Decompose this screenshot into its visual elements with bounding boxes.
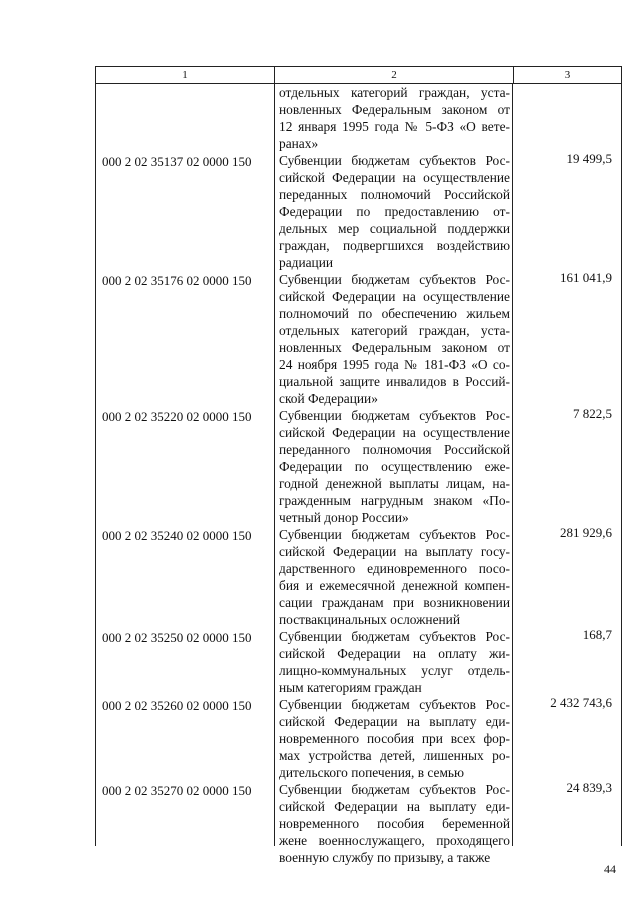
description-line: сийской Федерации на выплату госу-	[279, 544, 510, 559]
description-line: военную службу по призыву, а также	[279, 850, 491, 865]
description-column	[275, 84, 513, 865]
description-line: переданных полномочий Российской	[279, 187, 510, 202]
description-line: сийской Федерации на выплату еди-	[279, 714, 510, 729]
description-line: сийской Федерации на осуществление	[279, 289, 510, 304]
description-line: Субвенции бюджетам субъектов Рос-	[279, 697, 510, 712]
description-line: четный донор России»	[279, 510, 409, 525]
description-line: Субвенции бюджетам субъектов Рос-	[279, 272, 510, 287]
row-description	[279, 407, 510, 526]
description-line: новременного пособия при всех фор-	[279, 731, 510, 746]
description-line: поствакцинальных осложнений	[279, 612, 461, 627]
description-line: сийской Федерации на осуществление	[279, 425, 510, 440]
description-line: мах устройства детей, лишенных ро-	[279, 748, 510, 763]
description-line: гражденным нагрудным знаком «По-	[279, 493, 510, 508]
row-description	[279, 696, 510, 781]
description-line: сийской Федерации на выплату еди-	[279, 799, 510, 814]
description-line: 12 января 1995 года № 5-ФЗ «О вете-	[279, 119, 510, 134]
description-line: Субвенции бюджетам субъектов Рос-	[279, 629, 510, 644]
header-col-2: 2	[275, 67, 514, 83]
table-header-row	[96, 66, 621, 84]
continuation-amount: 19 499,5	[566, 151, 612, 166]
description-line: Федерации по предоставлению от-	[279, 204, 510, 219]
row-amount: 161 041,9	[560, 270, 612, 285]
row-description	[279, 152, 510, 271]
row-description	[279, 628, 510, 696]
description-line: жене военнослужащего, проходящего	[279, 833, 510, 848]
description-line: 24 ноября 1995 года № 181-ФЗ «О со-	[279, 357, 510, 372]
row-code: 000 2 02 35137 02 0000 150	[102, 154, 252, 169]
row-code: 000 2 02 35250 02 0000 150	[102, 630, 252, 645]
description-line: полномочий по обеспечению жильем	[279, 306, 510, 321]
description-line: бия и ежемесячной денежной компен-	[279, 578, 510, 593]
row-code: 000 2 02 35176 02 0000 150	[102, 273, 252, 288]
description-line: годной денежной выплаты лицам, на-	[279, 476, 510, 491]
description-line: новленных Федеральным законом от	[279, 102, 510, 117]
description-line: отдельных категорий граждан, уста-	[279, 85, 510, 100]
budget-table	[95, 66, 622, 865]
row-amount: 24 839,3	[566, 780, 612, 795]
header-col-1: 1	[96, 67, 275, 83]
description-line: отдельных категорий граждан, уста-	[279, 323, 510, 338]
row-code: 000 2 02 35270 02 0000 150	[102, 783, 252, 798]
description-line: ской Федерации»	[279, 391, 378, 406]
header-col-3: 3	[564, 69, 571, 81]
description-line: радиации	[279, 255, 334, 270]
row-code: 000 2 02 35220 02 0000 150	[102, 409, 252, 424]
description-line: ранах»	[279, 136, 319, 151]
row-amount: 281 929,6	[560, 525, 612, 540]
description-line: граждан, подвергшихся воздействию	[279, 238, 510, 253]
description-line: ным категориям граждан	[279, 680, 422, 695]
description-line: Субвенции бюджетам субъектов Рос-	[279, 527, 510, 542]
description-line: Субвенции бюджетам субъектов Рос-	[279, 408, 510, 423]
description-line: сации гражданам при возникновении	[279, 595, 510, 610]
description-line: новременного пособия беременной	[279, 816, 510, 831]
description-line: лищно-коммунальных услуг отдель-	[279, 663, 510, 678]
row-description	[279, 781, 510, 866]
description-line: Субвенции бюджетам субъектов Рос-	[279, 153, 510, 168]
row-description	[279, 271, 510, 407]
row-code: 000 2 02 35240 02 0000 150	[102, 528, 252, 543]
table-body	[96, 84, 621, 865]
page-number: 44	[604, 862, 616, 876]
row-amount: 2 432 743,6	[550, 695, 612, 710]
description-line: Федерации по осуществлению еже-	[279, 459, 510, 474]
description-line: переданного полномочия Российской	[279, 442, 510, 457]
description-line: сийской Федерации на осуществление	[279, 170, 510, 185]
continuation-description	[279, 84, 510, 152]
row-amount: 7 822,5	[573, 406, 612, 421]
description-line: новленных Федеральным законом от	[279, 340, 510, 355]
row-code: 000 2 02 35260 02 0000 150	[102, 698, 252, 713]
row-description	[279, 526, 510, 628]
row-amount: 168,7	[582, 627, 612, 642]
description-line: циальной защите инвалидов в Россий-	[279, 374, 510, 389]
description-line: дительского попечения, в семью	[279, 765, 465, 780]
description-line: Субвенции бюджетам субъектов Рос-	[279, 782, 510, 797]
amount-column	[513, 84, 620, 846]
description-line: дарственного единовременного посо-	[279, 561, 510, 576]
description-line: дельных мер социальной поддержки	[279, 221, 510, 236]
description-line: сийской Федерации на оплату жи-	[279, 646, 510, 661]
code-column	[96, 84, 275, 846]
